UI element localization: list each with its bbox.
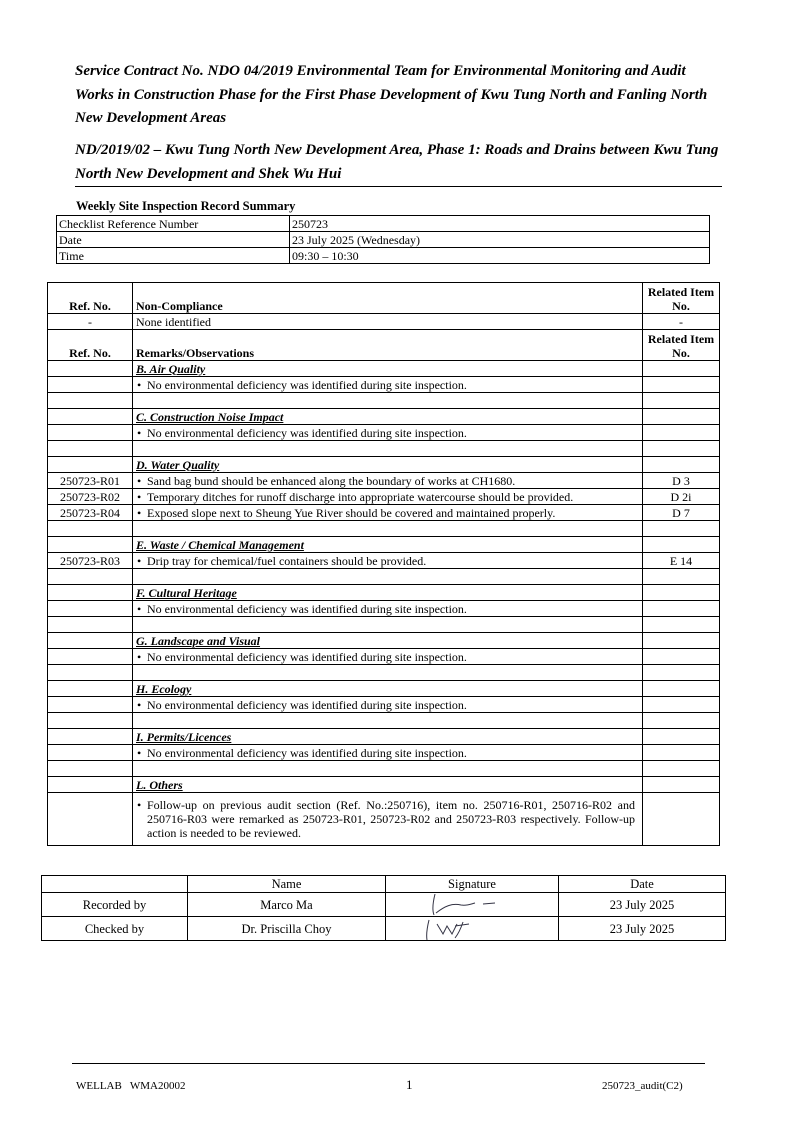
list-item <box>48 553 720 569</box>
handwritten-signature <box>397 918 547 940</box>
remark-text: No environmental deficiency was identified during site inspection. <box>147 697 467 712</box>
summary-row <box>57 216 710 232</box>
bullet-icon: • <box>137 798 142 812</box>
signature-cell <box>386 893 559 917</box>
list-item <box>48 425 720 441</box>
related-cell: D 3 <box>643 473 720 489</box>
related-cell: D 7 <box>643 505 720 521</box>
section-row <box>48 729 720 745</box>
section-title: F. Cultural Heritage <box>136 585 237 600</box>
related-header: Related Item No. <box>643 330 720 361</box>
list-item <box>48 793 720 846</box>
bullet-icon: • <box>137 745 142 760</box>
summary-label: Checklist Reference Number <box>57 216 290 232</box>
date-cell: 23 July 2025 <box>559 893 726 917</box>
name-cell: Marco Ma <box>188 893 386 917</box>
section-row <box>48 681 720 697</box>
page-number: 1 <box>406 1077 413 1092</box>
section-title: L. Others <box>136 777 183 792</box>
inspection-table <box>47 282 720 846</box>
table-row <box>42 917 726 941</box>
bullet-icon: • <box>137 601 142 616</box>
handwritten-signature <box>397 894 547 916</box>
remark-text: No environmental deficiency was identified during site inspection. <box>147 425 467 440</box>
summary-value: 23 July 2025 (Wednesday) <box>290 232 710 248</box>
footer-left: WELLAB WMA20002 <box>76 1080 186 1092</box>
name-cell: Dr. Priscilla Choy <box>188 917 386 941</box>
section-title: C. Construction Noise Impact <box>136 409 284 424</box>
list-item <box>48 601 720 617</box>
bullet-icon: • <box>137 377 142 392</box>
ref-cell: 250723-R02 <box>48 489 133 505</box>
remark-text: Sand bag bund should be enhanced along the boundary of works at CH1680. <box>147 473 516 488</box>
spacer-row <box>48 617 720 633</box>
section-title: G. Landscape and Visual <box>136 633 261 648</box>
bullet-icon: • <box>137 553 142 568</box>
date-cell: 23 July 2025 <box>559 917 726 941</box>
section-row <box>48 457 720 473</box>
section-row <box>48 409 720 425</box>
section-row <box>48 777 720 793</box>
summary-table <box>56 215 710 264</box>
remark-text: No environmental deficiency was identified during site inspection. <box>147 601 467 616</box>
signoff-header-row <box>42 876 726 893</box>
bullet-icon: • <box>137 425 142 440</box>
spacer-row <box>48 569 720 585</box>
section-title: H. Ecology <box>136 681 192 696</box>
section-title: I. Permits/Licences <box>136 729 232 744</box>
section-row <box>48 361 720 377</box>
noncompliance-header-row <box>48 283 720 314</box>
related-cell: - <box>643 314 720 330</box>
list-item <box>48 697 720 713</box>
noncompliance-header: Non-Compliance <box>133 283 643 314</box>
related-cell: E 14 <box>643 553 720 569</box>
ref-cell: 250723-R03 <box>48 553 133 569</box>
ref-header: Ref. No. <box>48 330 133 361</box>
section-row <box>48 633 720 649</box>
bullet-icon: • <box>137 697 142 712</box>
signature-header: Signature <box>386 876 559 893</box>
summary-title: Weekly Site Inspection Record Summary <box>76 199 296 213</box>
bullet-icon: • <box>137 505 142 520</box>
signoff-table <box>41 875 726 941</box>
remarks-header: Remarks/Observations <box>133 330 643 361</box>
list-item <box>48 505 720 521</box>
remarks-header-row <box>48 330 720 361</box>
ref-cell: 250723-R01 <box>48 473 133 489</box>
related-header: Related Item No. <box>643 283 720 314</box>
bullet-icon: • <box>137 489 142 504</box>
spacer-row <box>48 761 720 777</box>
list-item <box>48 745 720 761</box>
summary-row <box>57 232 710 248</box>
ref-cell: - <box>48 314 133 330</box>
spacer-row <box>48 441 720 457</box>
bullet-icon: • <box>137 473 142 488</box>
spacer-row <box>48 393 720 409</box>
related-cell: D 2i <box>643 489 720 505</box>
remark-text: Drip tray for chemical/fuel containers should be provided. <box>147 553 427 568</box>
project-title: ND/2019/02 – Kwu Tung North New Development Area, Phase 1: Roads and Drains between Kwu Tung North New Development and Shek Wu Hui <box>75 142 719 182</box>
contract-title: Service Contract No. NDO 04/2019 Environmental Team for Environmental Monitoring and Audit Works in Construction Phase for the First Phase Development of Kwu Tung North and Fanling North New Development Areas <box>75 63 708 126</box>
remark-text: Temporary ditches for runoff discharge into appropriate watercourse should be provided. <box>147 489 574 504</box>
list-item <box>48 377 720 393</box>
name-header: Name <box>188 876 386 893</box>
summary-value: 09:30 – 10:30 <box>290 248 710 264</box>
ref-header: Ref. No. <box>48 283 133 314</box>
list-item <box>48 473 720 489</box>
list-item <box>48 649 720 665</box>
summary-value: 250723 <box>290 216 710 232</box>
bullet-icon: • <box>137 649 142 664</box>
role-cell: Recorded by <box>42 893 188 917</box>
spacer-row <box>48 665 720 681</box>
remark-text: No environmental deficiency was identified during site inspection. <box>147 649 467 664</box>
section-title: E. Waste / Chemical Management <box>136 537 304 552</box>
footer-right: 250723_audit(C2) <box>602 1080 683 1092</box>
list-item <box>48 489 720 505</box>
section-title: B. Air Quality <box>136 361 206 376</box>
section-title: D. Water Quality <box>136 457 220 472</box>
role-cell: Checked by <box>42 917 188 941</box>
summary-label: Date <box>57 232 290 248</box>
footer-rule <box>72 1063 705 1064</box>
header-rule <box>75 186 722 187</box>
section-row <box>48 537 720 553</box>
table-row <box>42 893 726 917</box>
section-row <box>48 585 720 601</box>
summary-row <box>57 248 710 264</box>
signature-cell <box>386 917 559 941</box>
spacer-row <box>48 713 720 729</box>
date-header: Date <box>559 876 726 893</box>
noncompliance-row <box>48 314 720 330</box>
remark-text: No environmental deficiency was identified during site inspection. <box>147 377 467 392</box>
remark-text: No environmental deficiency was identified during site inspection. <box>147 745 467 760</box>
spacer-row <box>48 521 720 537</box>
summary-label: Time <box>57 248 290 264</box>
ref-cell: 250723-R04 <box>48 505 133 521</box>
remark-text: Follow-up on previous audit section (Ref. No.:250716), item no. 250716-R01, 250716-R02 and 250716-R03 were remarked as 250723-R01, 250723-R02 and 250723-R03 respectively. Follow-up action is needed to be reviewed. <box>147 798 635 840</box>
noncompliance-text: None identified <box>133 314 643 330</box>
remark-text: Exposed slope next to Sheung Yue River should be covered and maintained properly. <box>147 505 556 520</box>
